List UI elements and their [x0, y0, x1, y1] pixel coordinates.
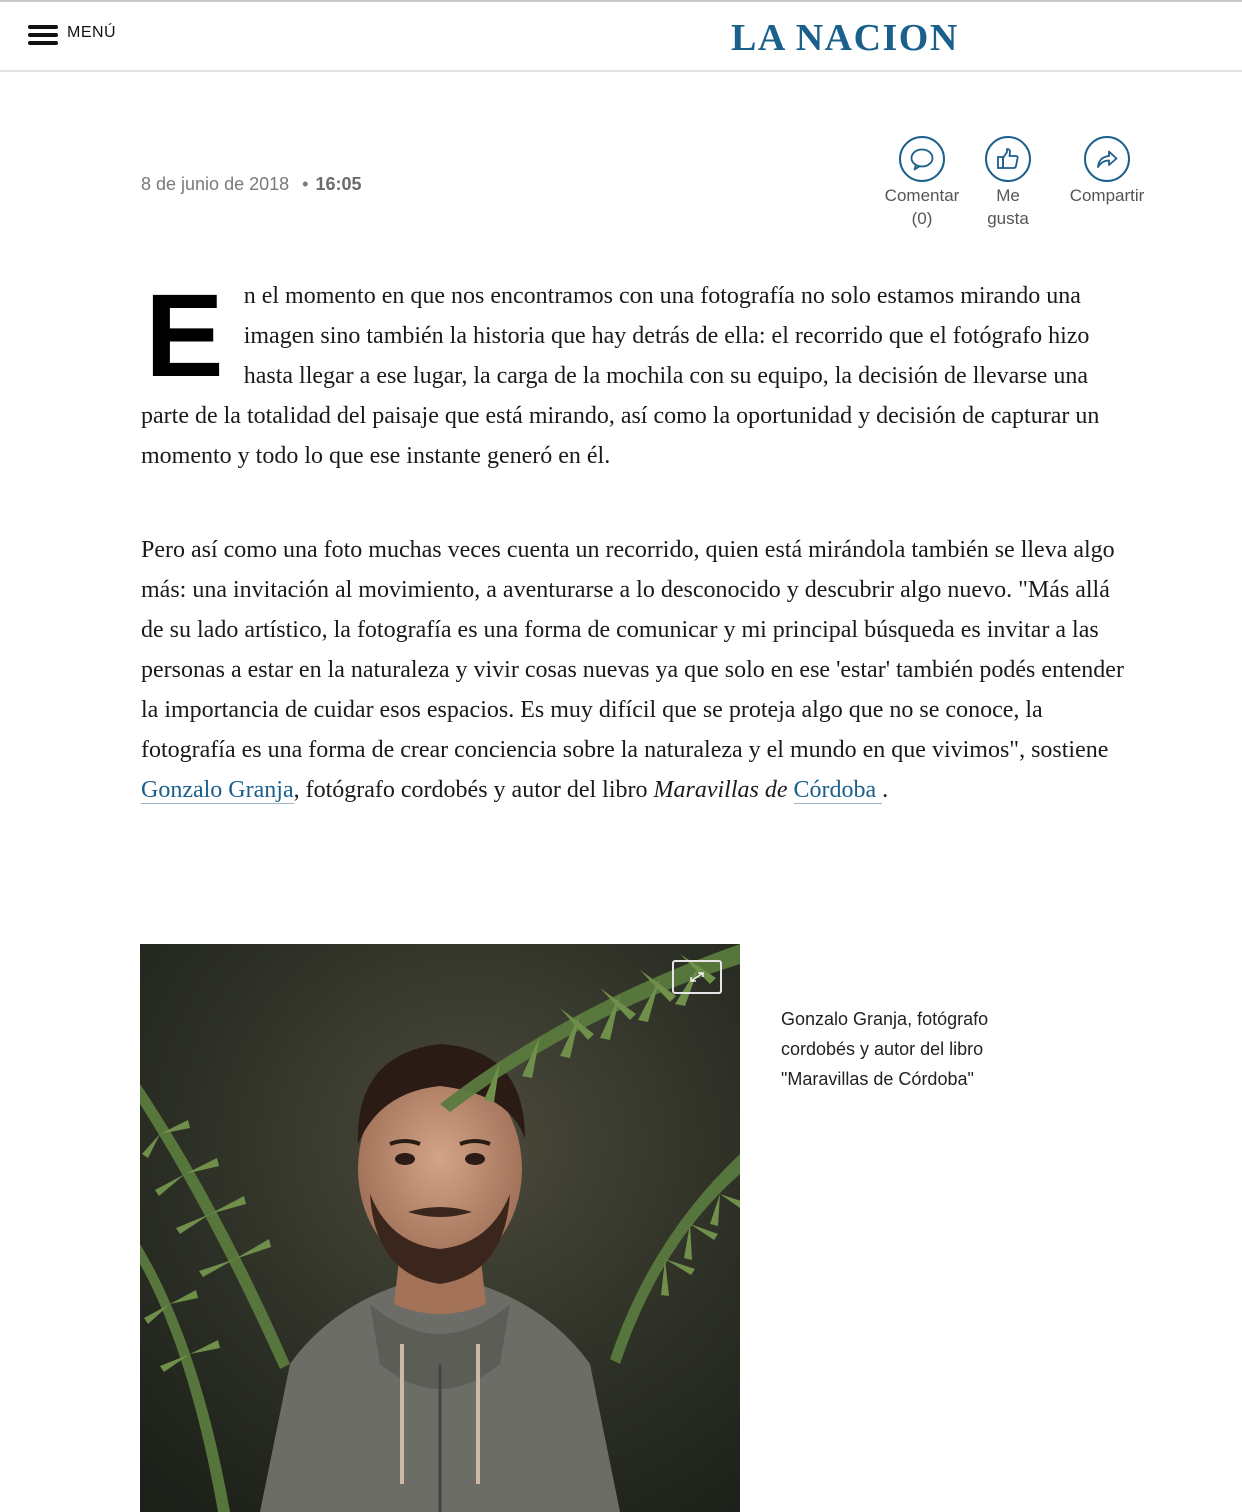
comment-label: Comentar — [884, 186, 960, 205]
meta-separator: • — [302, 174, 309, 194]
site-logo[interactable]: LA NACION — [731, 17, 959, 59]
paragraph-2-end: . — [882, 777, 889, 803]
share-icon — [1084, 136, 1130, 182]
expand-photo-button[interactable] — [672, 960, 722, 994]
comment-count: (0) — [911, 209, 933, 228]
hamburger-icon — [28, 24, 58, 46]
comment-button[interactable] — [876, 136, 968, 230]
comment-icon — [899, 136, 945, 182]
photo-caption: Gonzalo Granja, fotógrafo cordobés y autor del libro "Maravillas de Córdoba" — [781, 1009, 989, 1089]
share-button[interactable] — [1062, 136, 1152, 207]
article-photo[interactable] — [140, 944, 740, 1512]
like-button[interactable] — [972, 136, 1044, 230]
paragraph-2-text: Pero así como una foto muchas veces cuenta un recorrido, quien está mirándola también se lleva algo más: una invitación al movimiento, a aventurarse a lo desconocido y descubrir algo nuevo. "Más allá de su lado artístico, la fotografía es una forma de comunicar y mi principal búsqueda es invitar a las personas a estar en la naturaleza y vivir cosas nuevas ya que solo en ese 'estar' también podés entender la importancia de cuidar esos espacios. Es muy difícil que se proteja algo que no se conoce, la fotografía es una forma de crear conciencia sobre la naturaleza y el mundo en que vivimos", sostiene — [141, 537, 1124, 763]
drop-cap: E — [145, 270, 224, 402]
publish-time: 16:05 — [315, 174, 362, 194]
paragraph-2 — [141, 530, 1131, 810]
link-gonzalo-granja[interactable]: Gonzalo Granja — [141, 777, 294, 803]
like-label-line2: gusta — [987, 209, 1029, 228]
like-label-line1: Me — [996, 186, 1020, 205]
menu-label: MENÚ — [67, 24, 117, 41]
expand-icon — [686, 970, 708, 984]
thumbs-up-icon — [985, 136, 1031, 182]
menu-button[interactable] — [28, 24, 116, 46]
paragraph-1 — [141, 270, 1131, 476]
book-title: Maravillas de — [653, 777, 788, 803]
paragraph-2-mid: , fotógrafo cordobés y autor del libro — [293, 777, 654, 803]
portrait-illustration — [140, 944, 740, 1512]
share-label: Compartir — [1069, 186, 1145, 205]
publish-date: 8 de junio de 2018 — [141, 174, 290, 194]
site-header — [0, 0, 1242, 72]
paragraph-1-text: n el momento en que nos encontramos con una fotografía no solo estamos mirando una imagen sino también la historia que hay detrás de ella: el recorrido que el fotógrafo hizo hasta llegar a ese lugar, la carga de la mochila con su equipo, la decisión de llevarse una parte de la totalidad del paisaje que está mirando, así como la oportunidad y decisión de capturar un momento y todo lo que ese instante generó en él. — [141, 283, 1100, 469]
social-actions — [0, 136, 1242, 236]
article-body — [141, 270, 1131, 810]
link-cordoba[interactable]: Córdoba — [793, 777, 883, 803]
